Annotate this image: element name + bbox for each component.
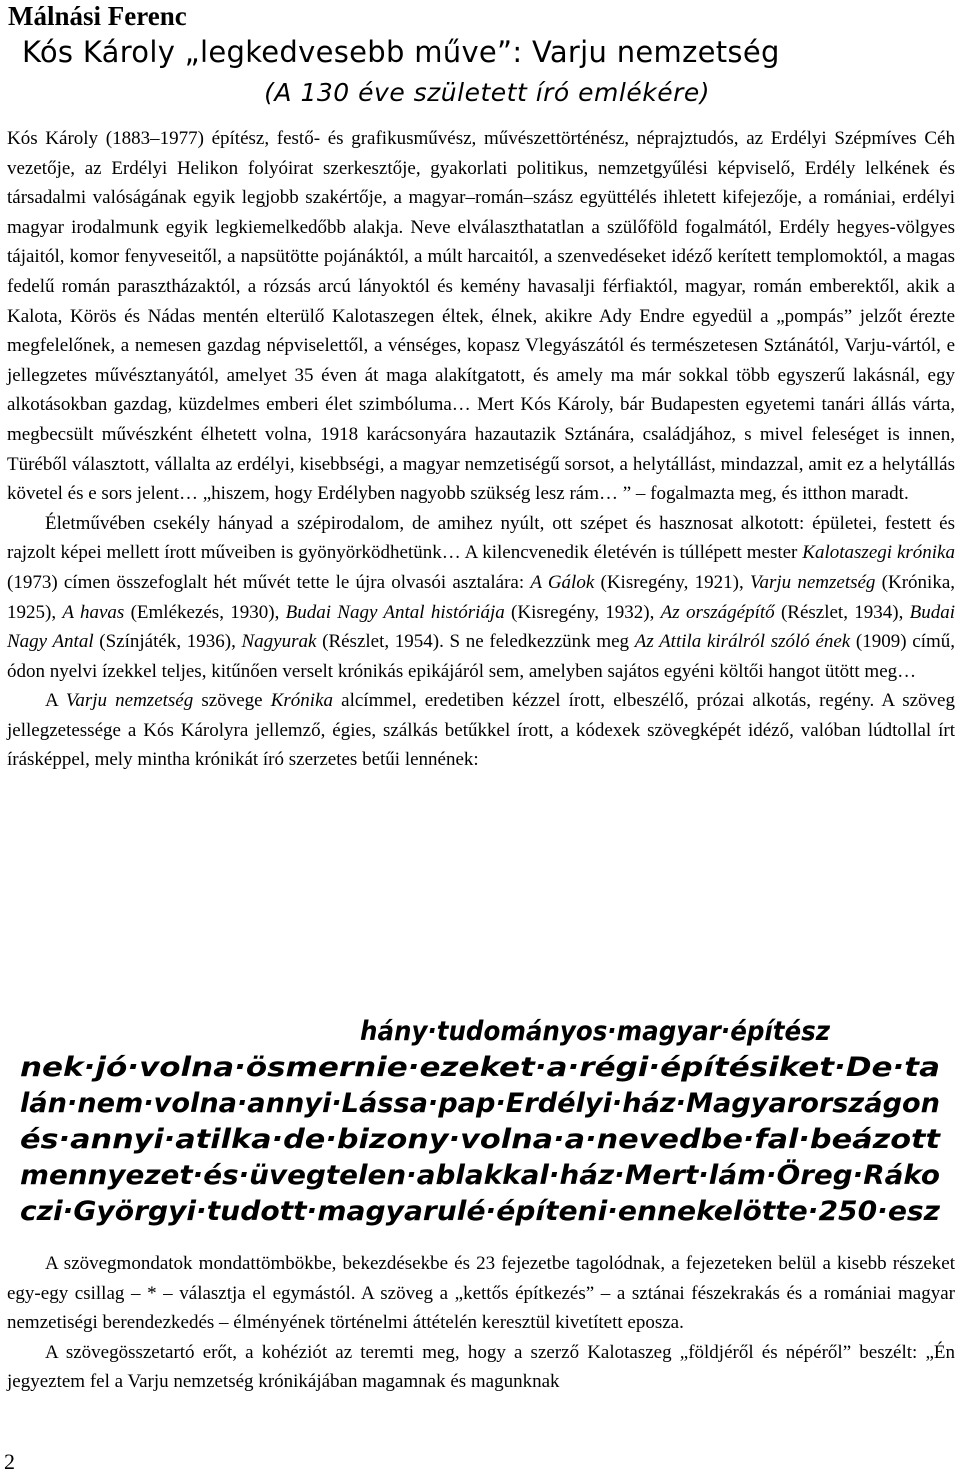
paragraph-intro: Kós Károly (1883–1977) építész, festő- és grafikusművész, művészettörténész, néprajztudós, az Erdélyi Szépmíves Céh vezetője, az Erdélyi Helikon folyóirat szerkesztője, gyakorlati politikus, nemzetgyűlési képviselő, Erdély lelkének és társadalmi valóságának egyik legjobb szakértője, a magyar–román–szász együttélés ihletett kifejezője, a romániai, erdélyi magyar irodalmunk egyik legkiemelkedőbb alakja. Neve elválaszthatatlan a szülőföld fogalmától, Erdély hegyes-völgyes tájaitól, komor fenyveseitől, a napsütötte pojánáktól, a múlt harcaitól, a szenvedéseket idéző kerített templomoktól, a magas fedelű román parasztházaktól, a rózsás arcú lányoktól és kemény havasalji férfiaktól, magyar, román emberektől, akik a Kalota, Körös és Nádas mentén elterülő Kalotaszegen éltek, élnek, akikre Ady Endre egyedül a „pompás” jelzőt érezte megfelelőnek, a nemesen gazdag népviselettől, a vénséges, kopasz Vlegyászától és természetesen Sztánától, Varju-vártól, e jellegzetes művésztanyától, amelyet 35 éven át maga alakítgatott, és amely ma már sokkal több egyszerű lakásnál, egy alkotásokban gazdag, küzdelmes emberi élet szimbóluma… Mert Kós Károly, bár Budapesten egyetemi tanári állás várta, megbecsült művészként élhetett volna, 1918 karácsonyára hazautazik Sztánára, családjához, s mivel feleséget is innen, Türéből választott, vállalta az erdélyi, kisebbségi, a magyar nemzetiségű sorsot, a helytállást, mindazzal, amit ez a helytállás követel és e sors jelent… „hiszem, hogy Erdélyben nagyobb szükség lesz rám… ” – fogalmazta meg, és itthon maradt.	[7, 128, 955, 505]
text-run: (Részlet, 1954). S ne feledkezzünk meg	[316, 631, 635, 653]
article-body	[7, 124, 955, 775]
manuscript-line: czi·Györgyi·tudott·magyarulé·építeni·ennekelötte·250·esz	[20, 1196, 941, 1227]
text-run: (1973) címen összefoglalt hét művét tette le újra olvasói asztalára:	[7, 571, 531, 593]
work-title: Varju nemzetség	[65, 690, 194, 712]
text-run: (Emlékezés, 1930),	[124, 601, 286, 623]
work-title: A Gálok	[530, 571, 595, 593]
paragraph-text-description	[7, 686, 955, 775]
paragraph-structure: A szövegmondatok mondattömbökbe, bekezdésekbe és 23 fejezetbe tagolódnak, a fejezeteken belül a kisebb részeket egy-egy csillag – * – választja el egymástól. A szöveg a „kettős építkezés” – a sztánai fészekrakás és a romániai magyar nemzetiségi berendezkedés – élményének történelmi áttételén keresztül kivetített eposza.	[7, 1253, 955, 1333]
manuscript-svg	[10, 1010, 950, 1245]
text-run: (Részlet, 1934),	[774, 601, 910, 623]
text-run: (Krónika, 1925),	[7, 571, 955, 623]
work-title: Az Attila királról szóló ének	[634, 631, 851, 653]
work-title: Budai Nagy Antal	[7, 601, 956, 653]
article-subtitle: (A 130 éve született író emlékére)	[264, 78, 710, 107]
text-run: szövege	[193, 690, 271, 712]
text-run: alcímmel, eredetiben kézzel írott, elbeszélő, prózai alkotás, regény. A szöveg jellegzetessége a Kós Károlyra jellemző, égies, szálkás betűkkel írott, a kódexek szövegképét idéző, valóban lúdtollal írt írásképpel, mely mintha krónikát író szerzetes betűi lennének:	[7, 690, 955, 771]
article-body-continued	[7, 1249, 955, 1397]
text-run: (1909) című, ódon nyelvi ízekkel teljes, kitűnően verselt krónikás epikájáról sem, amelyben sajátos egyéni költői hangot ütött meg…	[7, 631, 955, 682]
text-run: Életművében csekély hányad a szépirodalom, de amihez nyúlt, ott szépet és hasznosat alkotott: épületei, festett és rajzolt képei mellett írott műveiben is gyönyörködhetünk… A kilencvenedik életévén is túllépett mester	[7, 512, 955, 564]
manuscript-line: mennyezet·és·üvegtelen·ablakkal·ház·Mert·lám·Öreg·Ráko	[20, 1160, 914, 1191]
work-title: Varju nemzetség	[749, 571, 876, 593]
manuscript-line: hány·tudományos·magyar·építész	[360, 1016, 831, 1047]
manuscript-line: nek·jó·volna·ösmernie·ezeket·a·régi·építésiket·De·ta	[20, 1052, 940, 1083]
text-run: (Kisregény, 1932),	[504, 601, 661, 623]
text-run: (Kisregény, 1921),	[594, 571, 750, 593]
text-run: (Színjáték, 1936),	[93, 631, 242, 653]
work-title: Kalotaszegi krónika	[802, 542, 955, 564]
paragraph-cohesion: A szövegösszetartó erőt, a kohéziót az teremti meg, hogy a szerző Kalotaszeg „földjéről és népéről” beszélt: „Én jegyeztem fel a Varju nemzetség krónikájában magamnak és magunknak	[7, 1341, 955, 1392]
work-title: Budai Nagy Antal históriája	[285, 601, 505, 623]
handwritten-manuscript-image	[10, 1010, 950, 1245]
article-title: Kós Károly „legkedvesebb műve”: Varju nemzetség	[22, 35, 780, 69]
work-title: Nagyurak	[241, 631, 317, 653]
manuscript-line: és·annyi·atilka·de·bizony·volna·a·nevedbe·fal·beázott	[20, 1124, 942, 1155]
page-number: 2	[4, 1449, 15, 1474]
author-name: Málnási Ferenc	[8, 1, 187, 31]
work-subtitle: Krónika	[270, 690, 333, 712]
text-run: A	[45, 690, 66, 712]
manuscript-line: lán·nem·volna·annyi·Lássa·pap·Erdélyi·ház·Magyarországon	[20, 1088, 941, 1119]
work-title: Az országépítő	[660, 601, 775, 623]
work-title: A havas	[62, 601, 125, 623]
paragraph-works	[7, 509, 955, 687]
